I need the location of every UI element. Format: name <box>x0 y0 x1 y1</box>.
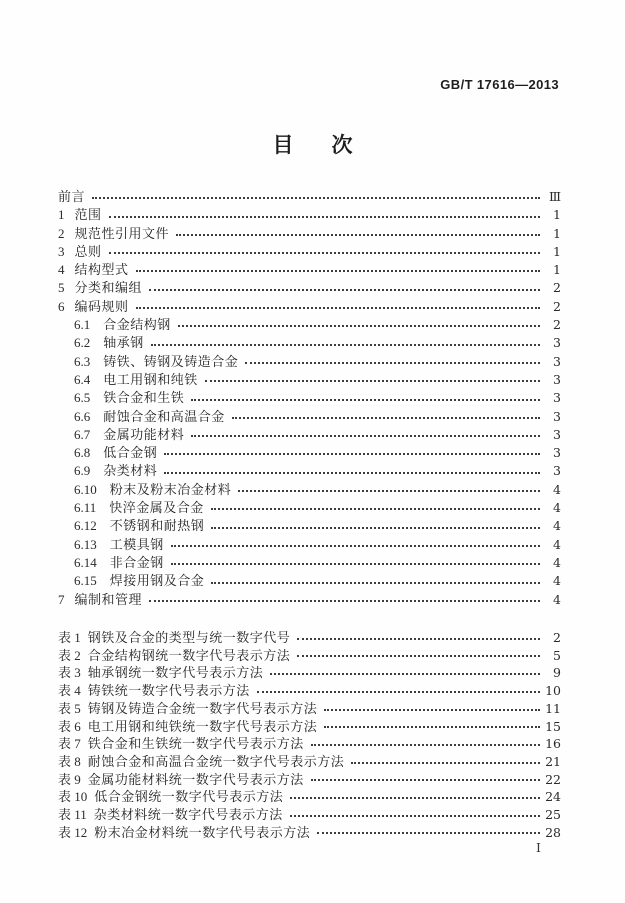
toc-entry-label: 耐蚀合金和高温合金 <box>103 408 225 424</box>
toc-entry-label: 分类和编组 <box>74 280 143 296</box>
toc-entry-page: 4 <box>553 573 561 589</box>
toc-entry-number: 表 12 <box>58 824 88 840</box>
dot-leader-line <box>191 399 540 401</box>
toc-row <box>58 572 561 590</box>
dot-leader-line <box>205 380 540 382</box>
toc-row <box>58 316 561 334</box>
toc-entry-label: 铁合金和生铁 <box>103 390 185 406</box>
toc-entry-label: 耐蚀合金和高温合金统一数字代号表示方法 <box>87 753 345 769</box>
toc-entry-label: 低合金钢 <box>103 445 158 461</box>
toc-entry-page: 9 <box>553 665 561 681</box>
toc-entry-page: 3 <box>553 408 561 424</box>
toc-entry-page: 1 <box>553 225 561 241</box>
toc-entry-page: 4 <box>553 500 561 516</box>
toc-entry-page: 1 <box>553 207 561 223</box>
toc-entry-number: 1 <box>58 207 65 223</box>
standard-code: GB/T 17616—2013 <box>440 77 559 92</box>
dot-leader-line <box>176 234 540 236</box>
toc-entry-page: 10 <box>545 683 561 699</box>
toc-entry-number: 6.13 <box>74 536 97 552</box>
toc-row <box>58 225 561 243</box>
toc-entry-page: 4 <box>553 536 561 552</box>
toc-row <box>58 824 561 842</box>
toc-entry-page: 11 <box>545 700 561 716</box>
toc-entry-label: 电工用钢和纯铁统一数字代号表示方法 <box>87 718 318 734</box>
toc-row <box>58 353 561 371</box>
toc-entry-page: 3 <box>553 335 561 351</box>
dot-leader-line <box>290 815 540 817</box>
dot-leader-line <box>109 252 540 254</box>
toc-entry-label: 焊接用钢及合金 <box>109 573 205 589</box>
toc-entry-number: 表 4 <box>58 683 81 699</box>
dot-leader-line <box>324 709 540 711</box>
toc-row <box>58 536 561 554</box>
toc-entry-number: 2 <box>58 225 65 241</box>
toc-entry-page: 21 <box>545 753 561 769</box>
dot-leader-line <box>136 270 540 272</box>
toc-entry-label: 铸铁统一数字代号表示方法 <box>87 683 250 699</box>
toc-entry-number: 表 11 <box>58 807 87 823</box>
toc-entry-number: 表 1 <box>58 630 81 645</box>
toc-entry-number: 6.12 <box>74 518 97 534</box>
toc-row <box>58 371 561 389</box>
dot-leader-line <box>211 527 540 529</box>
dot-leader-line <box>171 545 540 547</box>
toc-entry-label: 非合金钢 <box>109 554 164 570</box>
toc-entry-page: 2 <box>553 630 561 645</box>
dot-leader-line <box>92 197 540 199</box>
toc-entry-label: 合金结构钢 <box>103 317 171 333</box>
toc-entry-label: 铸钢及铸造合金统一数字代号表示方法 <box>87 700 318 716</box>
toc-section-list <box>58 188 561 609</box>
toc-entry-label: 总则 <box>74 243 102 259</box>
dot-leader-line <box>211 508 540 510</box>
toc-entry-label: 铸铁、铸钢及铸造合金 <box>103 353 239 369</box>
dot-leader-line <box>211 582 540 584</box>
toc-entry-page: 4 <box>553 481 561 497</box>
toc-entry-page: 22 <box>545 771 561 787</box>
footer-page-number: Ⅰ <box>536 840 541 855</box>
toc-entry-number: 表 5 <box>58 700 81 716</box>
dot-leader-line <box>311 744 540 746</box>
toc-entry-page: 1 <box>553 262 561 278</box>
toc-entry-page: 15 <box>545 718 561 734</box>
toc-entry-label: 工模具钢 <box>109 536 164 552</box>
toc-entry-number: 6.4 <box>74 371 91 387</box>
toc-row <box>58 389 561 407</box>
toc-entry-number: 6.5 <box>74 390 91 406</box>
toc-row <box>58 591 561 609</box>
toc-entry-number: 5 <box>58 280 65 296</box>
toc-row <box>58 408 561 426</box>
dot-leader-line <box>351 762 540 764</box>
toc-entry-number: 6.11 <box>74 500 97 516</box>
page-title: 目次 <box>272 133 391 157</box>
toc-entry-number: 表 6 <box>58 718 81 734</box>
dot-leader-line <box>317 832 540 834</box>
toc-entry-page: 3 <box>553 390 561 406</box>
toc-entry-label: 电工用钢和纯铁 <box>103 371 198 387</box>
toc-entry-page: 2 <box>553 298 561 314</box>
toc-entry-number: 6.2 <box>74 335 91 351</box>
toc-entry-label: 金属功能材料 <box>103 426 185 442</box>
dot-leader-line <box>109 216 540 218</box>
dot-leader-line <box>171 563 540 565</box>
toc-entry-number: 6.15 <box>74 573 97 589</box>
toc-entry-label: 编码规则 <box>74 298 129 314</box>
dot-leader-line <box>191 435 540 437</box>
toc-row <box>58 700 561 718</box>
toc-row <box>58 771 561 789</box>
toc-entry-number: 6.9 <box>74 463 91 479</box>
toc-entry-label: 铁合金和生铁统一数字代号表示方法 <box>87 736 304 752</box>
toc-entry-number: 6.7 <box>74 426 91 442</box>
toc-entry-number: 表 7 <box>58 736 81 752</box>
toc-table-list <box>58 629 561 841</box>
toc-row <box>58 753 561 771</box>
toc-row <box>58 334 561 352</box>
dot-leader-line <box>151 344 540 346</box>
toc-row <box>58 629 561 647</box>
toc-row <box>58 261 561 279</box>
toc-entry-number: 6.14 <box>74 554 97 570</box>
toc-row <box>58 499 561 517</box>
toc-entry-page: 5 <box>553 647 561 663</box>
toc-entry-label: 规范性引用文件 <box>74 225 170 241</box>
toc-row <box>58 718 561 736</box>
dot-leader-line <box>297 655 540 657</box>
dot-leader-line <box>257 691 540 693</box>
dot-leader-line <box>290 797 540 799</box>
toc-row <box>58 243 561 261</box>
dot-leader-line <box>324 726 540 728</box>
toc-entry-label: 低合金钢统一数字代号表示方法 <box>94 789 284 805</box>
toc-row <box>58 735 561 753</box>
toc-entry-page: 16 <box>545 736 561 752</box>
toc-entry-label: 结构型式 <box>74 262 129 278</box>
dot-leader-line <box>164 453 540 455</box>
toc-entry-number: 表 3 <box>58 665 81 681</box>
toc-entry-label: 粉末及粉末冶金材料 <box>109 481 232 497</box>
toc-entry-page: 28 <box>545 824 561 840</box>
toc-entry-label: 不锈钢和耐热钢 <box>109 518 205 534</box>
toc-entry-label: 粉末冶金材料统一数字代号表示方法 <box>94 824 311 840</box>
toc-entry-page: 3 <box>553 353 561 369</box>
toc-row <box>58 682 561 700</box>
toc-entry-label: 快淬金属及合金 <box>109 500 204 516</box>
toc-row <box>58 647 561 665</box>
toc-entry-label: 金属功能材料统一数字代号表示方法 <box>87 771 304 787</box>
toc-entry-page: 1 <box>553 243 561 259</box>
toc-entry-number: 6.10 <box>74 481 97 497</box>
toc-entry-label: 轴承钢统一数字代号表示方法 <box>87 665 264 681</box>
toc-row <box>58 517 561 535</box>
toc-row <box>58 788 561 806</box>
toc-row <box>58 444 561 462</box>
toc-row <box>58 298 561 316</box>
toc-entry-number: 6.8 <box>74 445 91 461</box>
toc-entry-number: 6.3 <box>74 353 91 369</box>
toc-entry-number: 表 10 <box>58 789 88 805</box>
toc-row <box>58 554 561 572</box>
toc-entry-page: 3 <box>553 371 561 387</box>
toc-row <box>58 462 561 480</box>
dot-leader-line <box>245 362 540 364</box>
toc-entry-page: 2 <box>553 317 561 333</box>
toc-entry-number: 6.6 <box>74 408 91 424</box>
dot-leader-line <box>238 490 540 492</box>
dot-leader-line <box>297 638 540 640</box>
toc-row <box>58 188 561 206</box>
toc-entry-page: 4 <box>553 518 561 534</box>
toc-entry-page: 2 <box>553 280 561 296</box>
toc-row <box>58 481 561 499</box>
toc-row <box>58 279 561 297</box>
toc-entry-label: 杂类材料 <box>103 463 158 479</box>
dot-leader-line <box>149 289 540 291</box>
toc-entry-number: 3 <box>58 243 65 259</box>
toc-row <box>58 664 561 682</box>
toc-entry-label: 范围 <box>74 207 102 223</box>
toc-entry-label: 前言 <box>58 189 86 204</box>
dot-leader-line <box>149 600 540 602</box>
toc-entry-page: 24 <box>545 789 561 805</box>
toc-entry-page: 4 <box>553 554 561 570</box>
toc-entry-page: 4 <box>553 591 561 607</box>
toc-entry-label: 轴承钢 <box>103 335 144 351</box>
toc-entry-number: 6.1 <box>74 317 91 333</box>
toc-entry-number: 4 <box>58 262 65 278</box>
dot-leader-line <box>311 779 540 781</box>
toc-entry-page: 3 <box>553 463 561 479</box>
toc-row <box>58 206 561 224</box>
toc-row <box>58 426 561 444</box>
toc-entry-page: Ⅲ <box>548 189 561 204</box>
toc-entry-label: 杂类材料统一数字代号表示方法 <box>93 807 283 823</box>
toc-entry-number: 表 8 <box>58 753 81 769</box>
toc-row <box>58 806 561 824</box>
toc-entry-number: 表 2 <box>58 647 81 663</box>
dot-leader-line <box>178 325 540 327</box>
toc-entry-number: 表 9 <box>58 771 81 787</box>
dot-leader-line <box>270 673 540 675</box>
toc-entry-label: 钢铁及合金的类型与统一数字代号 <box>87 630 291 645</box>
toc-entry-number: 7 <box>58 591 65 607</box>
toc-entry-number: 6 <box>58 298 65 314</box>
toc-entry-label: 合金结构钢统一数字代号表示方法 <box>87 647 291 663</box>
toc-entry-page: 3 <box>553 445 561 461</box>
dot-leader-line <box>136 307 540 309</box>
dot-leader-line <box>232 417 540 419</box>
dot-leader-line <box>164 472 540 474</box>
toc-entry-page: 25 <box>545 807 561 823</box>
toc-entry-page: 3 <box>553 426 561 442</box>
toc-entry-label: 编制和管理 <box>74 591 143 607</box>
